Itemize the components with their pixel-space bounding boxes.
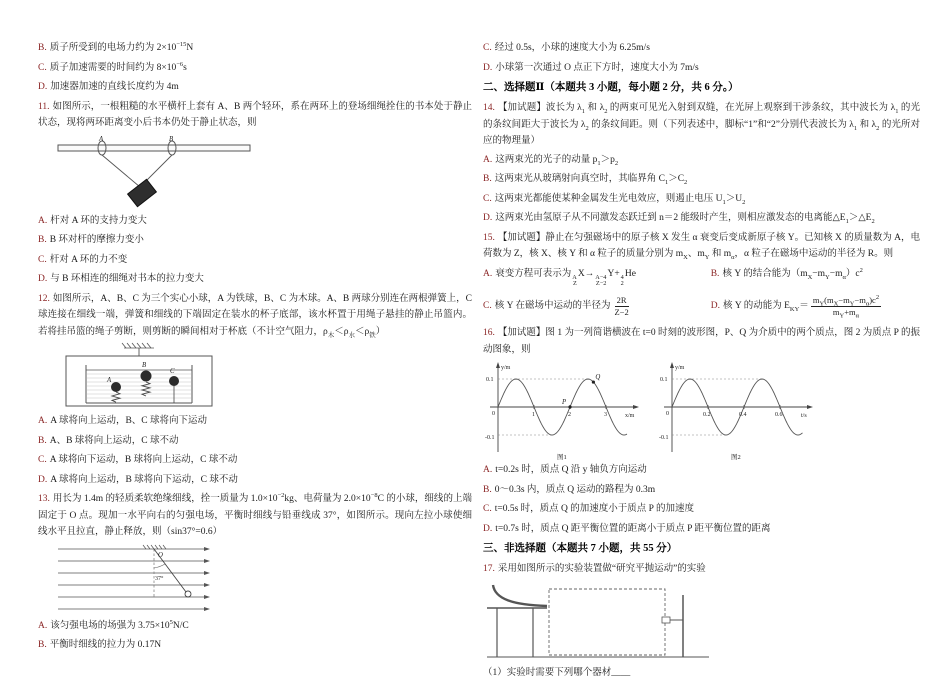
option-row: [711, 295, 920, 318]
figure-1-caption: 图1: [557, 454, 567, 462]
charged-ball: [185, 591, 191, 597]
horizontal-rod: [58, 145, 250, 151]
option-row: [38, 413, 472, 429]
question-17-stem: [483, 561, 920, 578]
y-axis-arrow: [496, 362, 500, 368]
option-marker: B.: [38, 43, 47, 53]
option-text: A 球将向上运动，B 球将向下运动，C 球不动: [50, 474, 238, 485]
clamp-peg: [662, 617, 670, 623]
option-text: 0～0.3s 内，质点 Q 运动的路程为 0.3m: [494, 484, 656, 495]
option-marker: B.: [483, 174, 492, 184]
option-row: [38, 637, 472, 653]
option-text: 这两束光从玻璃射向真空时，其临界角 $C_1>C_2$: [494, 174, 688, 186]
vertical-board: [549, 589, 665, 655]
question-number: 13.: [38, 494, 50, 504]
option-row: [38, 60, 472, 76]
option-marker: C.: [483, 193, 492, 204]
option-row: [38, 472, 472, 488]
option-row: [38, 252, 472, 268]
question-13-stem: [38, 491, 472, 541]
stem-text: 【加试题】图 1 为一列简谐横波在 t=0 时刻的波形图，P、Q 为介质中的两个质点，图 2 为质点 P 的振动图象，则: [483, 328, 920, 355]
question-14-stem: [483, 100, 920, 150]
y-tick-bottom: -0.1: [659, 435, 669, 442]
option-row: [38, 79, 472, 95]
option-row: [483, 60, 920, 76]
option-marker: B.: [38, 640, 47, 650]
question-13: [38, 491, 472, 653]
question-number: 12.: [38, 293, 50, 304]
waveform-chart-fig1: [485, 360, 645, 460]
ball-c-label: C: [170, 368, 175, 375]
vibration-chart-fig2: [659, 360, 819, 460]
point-q-label: Q: [595, 374, 601, 382]
x-tick-2: 2: [568, 412, 571, 419]
option-text: 杆对 A 环的支持力变大: [50, 215, 147, 226]
option-marker: A.: [38, 620, 48, 631]
option-marker: A.: [483, 268, 493, 279]
angle-arc: [154, 564, 165, 568]
question-number: 17.: [483, 564, 495, 575]
x-axis-arrow: [633, 405, 639, 409]
option-text: 质子加速需要的时间约为 $8\times 10^{-6}s$: [49, 60, 187, 73]
q15-options-grid: [483, 266, 920, 322]
option-marker: B.: [38, 235, 47, 245]
option-marker: C.: [483, 43, 492, 53]
option-marker: D.: [710, 301, 720, 312]
option-marker: A.: [38, 215, 48, 226]
ceiling-hatch: [122, 343, 154, 348]
option-row: [38, 213, 472, 229]
option-text: 核 Y 在磁场中运动的半径为 $\frac{2R}{Z-2}$: [494, 294, 629, 317]
option-row: [38, 433, 472, 449]
option-row: [483, 482, 920, 498]
y-axis-label: y/m: [501, 365, 511, 372]
option-row: [483, 191, 920, 207]
option-marker: C.: [483, 301, 492, 312]
ball-b-label: B: [142, 362, 147, 369]
anchor-hatch: [143, 545, 166, 549]
figure-2-caption: 图2: [731, 454, 741, 462]
question-14: [483, 100, 920, 226]
option-marker: B.: [38, 435, 47, 446]
option-text: 平衡时细线的拉力为 0.17N: [49, 640, 162, 650]
ring-b-label: B: [169, 135, 174, 143]
y-tick-top: 0.1: [660, 377, 668, 384]
option-marker: C.: [38, 62, 47, 73]
ball-a-label: A: [107, 377, 112, 384]
option-row: [483, 171, 920, 187]
option-row: [483, 295, 703, 318]
option-marker: D.: [483, 62, 493, 73]
stem-text: 【加试题】静止在匀强磁场中的原子核 X 发生 α 衰变后变成新原子核 Y。已知核 X 的质量数为 A，电荷数为 Z，核 X、核 Y 和 α 粒子的质量分别为 $m_X$、$m_Y$ 和 $m_\alpha$，α 粒子在磁场中运动的半径为 R。则: [483, 232, 920, 261]
question-number: 15.: [483, 232, 495, 243]
ball-a: [111, 382, 121, 392]
section-3-header: 三、非选择题（本题共 7 小题，共 55 分）: [483, 543, 678, 555]
option-text: 核 Y 的动能为 $E_{KY}=$ $\frac{m_Y(m_X-m_Y-m_\alpha)c^2}{m_Y+m_\alpha}$: [722, 293, 880, 320]
option-text: 衰变方程可表示为 A Z X→ A−4 Z−2 Y+ 4 2 He: [495, 268, 636, 287]
question-15: [483, 230, 920, 322]
option-text: A 球将向上运动，B、C 球将向下运动: [50, 416, 208, 426]
question-number: 14.: [483, 103, 495, 113]
q13-figure-svg: [52, 544, 228, 614]
option-row: [483, 152, 920, 168]
x-tick-3: 3: [604, 412, 607, 419]
option-marker: D.: [38, 82, 48, 92]
field-lines: [58, 547, 210, 611]
stem-text: 用长为 1.4m 的轻质柔软绝缘细线，拴一质量为 $1.0\times 10^{-2}kg$、电荷量为 $2.0\times 10^{-8}C$ 的小球，细线的上端固定于 O 点。现加一水平向右的匀强电场，平衡时细线与铅垂线成 37°，如图所示。现向左拉小球使细线水平且拉直，静止释放，则（sin37°=0.6）: [38, 491, 473, 537]
t-axis-arrow: [807, 405, 813, 409]
question-16: [483, 325, 920, 537]
q16-figures: [485, 360, 920, 460]
q13-figure: [52, 544, 472, 614]
option-marker: C.: [38, 254, 47, 265]
option-text: 这两束光都能使某种金属发生光电效应，则遏止电压 $U_1>U_2$: [494, 193, 746, 206]
x-axis-label: x/m: [625, 413, 635, 420]
question-11: [38, 99, 472, 288]
stem-text: 【加试题】波长为 $\lambda_1$ 和 $\lambda_2$ 的两束可见光入射到双缝，在光屏上观察到干涉条纹，其中波长为 $\lambda_1$ 的光的条纹间距大于波长为 $\lambda_2$ 的条纹间距。则（下列表述中，脚标“1”和“2”分别代表波长为 $\lambda_1$ 和 $\lambda_2$ 的光所对应的物理量）: [483, 103, 920, 146]
option-text: 杆对 A 环的力不变: [49, 254, 128, 265]
question-15-stem: [483, 230, 920, 263]
point-o-label: O: [158, 551, 163, 559]
book: [128, 179, 157, 206]
option-marker: B.: [483, 484, 492, 495]
left-column: [38, 40, 472, 657]
option-text: 经过 0.5s，小球的速度大小为 6.25m/s: [494, 43, 650, 53]
stem-text: 如图所示，一根粗糙的水平横杆上套有 A、B 两个轻环，系在两环上的登场细绳拴住的书本处于静止状态，现将两环距离变小后书本仍处于静止状态，则: [38, 101, 472, 128]
origin-label: 0: [666, 411, 669, 418]
y-axis-label: y/m: [675, 365, 685, 372]
stem-text: 如图所示，A、B、C 为三个实心小球，A 为铁球，B、C 为木球。A、B 两球分别连在两根弹簧上，C 球连接在细线一端，弹簧和细线的下端固定在装水的杯子底部，该水杯置于用绳子悬挂的静止吊篮内。若将挂吊篮的绳子剪断，则剪断的瞬间相对于杯底（不计空气阻力，$\rho_木<\rho_水<\rho_铁$）: [38, 293, 472, 339]
option-text: 小球第一次通过 O 点正下方时，速度大小为 7m/s: [495, 62, 699, 73]
t-tick-3: 0.6: [775, 412, 783, 419]
y-tick-bottom: -0.1: [485, 435, 495, 442]
t-axis-label: t/s: [801, 413, 807, 420]
angle-label: 37°: [155, 575, 164, 582]
option-text: A 球将向下运动，B 球将向上运动，C 球不动: [49, 455, 238, 465]
y-tick-top: 0.1: [486, 377, 494, 384]
ring-a-label: A: [99, 135, 104, 143]
launch-ramp: [493, 585, 547, 606]
option-text: 核 Y 的结合能为$(m_X-m_Y-m_\alpha)c^2$: [722, 266, 863, 281]
question-number: 11.: [38, 101, 50, 112]
option-text: t=0.7s 时，质点 Q 距平衡位置的距离小于质点 P 距平衡位置的距离: [495, 523, 771, 534]
option-row: [483, 40, 920, 56]
origin-label: 0: [492, 411, 495, 418]
option-marker: D.: [483, 523, 493, 534]
option-text: 加速器加速的直线长度约为 4m: [50, 82, 179, 92]
basket: [66, 356, 212, 406]
option-row: [38, 618, 472, 634]
q12-figure-svg: [52, 343, 228, 409]
question-17: [483, 561, 920, 681]
stem-text: 采用如图所示的实验装置做“研究平抛运动”的实验: [497, 564, 706, 575]
x-tick-1: 1: [532, 412, 535, 419]
option-row: [38, 232, 472, 248]
option-text: t=0.5s 时，质点 Q 的加速度小于质点 P 的加速度: [494, 504, 694, 515]
option-marker: D.: [38, 274, 48, 284]
t-tick-2: 0.4: [739, 412, 747, 419]
q11-figure: [52, 135, 472, 209]
option-text: 质子所受到的电场力约为 $2\times 10^{-15}N$: [49, 40, 194, 53]
point-p-dot: [568, 405, 571, 408]
ball-b: [141, 371, 152, 382]
option-marker: B.: [710, 268, 720, 279]
option-text: t=0.2s 时，质点 Q 沿 y 轴负方向运动: [495, 465, 647, 476]
question-11-stem: [38, 99, 472, 132]
option-row: [38, 452, 472, 468]
option-row: [483, 521, 920, 537]
option-marker: C.: [483, 504, 492, 515]
option-text: A、B 球将向上运动，C 球不动: [49, 435, 179, 446]
option-marker: C.: [38, 455, 47, 465]
option-row: [483, 210, 920, 226]
option-marker: A.: [483, 154, 493, 165]
t-tick-1: 0.2: [703, 412, 711, 419]
ball-c: [169, 376, 179, 386]
right-column: [483, 40, 920, 684]
question-16-stem: [483, 325, 920, 358]
q17-figure-svg: [485, 581, 715, 661]
option-row: [483, 266, 703, 288]
question-12-stem: [38, 291, 472, 341]
option-marker: A.: [38, 416, 48, 426]
option-marker: A.: [483, 465, 493, 476]
q12-figure: [52, 343, 472, 409]
point-p-label: P: [562, 399, 567, 407]
section-2-header: 二、选择题Ⅱ（本题共 3 小题，每小题 2 分，共 6 分。）: [483, 82, 739, 93]
question-12: [38, 291, 472, 488]
spring-a: [112, 392, 120, 402]
option-text: B 环对杆的摩擦力变小: [49, 235, 144, 245]
q11-figure-svg: [52, 135, 257, 209]
option-marker: D.: [38, 474, 48, 485]
option-row: [483, 462, 920, 478]
q17-figure: [485, 581, 920, 661]
option-row: [38, 40, 472, 56]
option-marker: D.: [483, 213, 493, 223]
option-text: 这两束光由氢原子从不同激发态跃迁到 n＝2 能级时产生，则相应激发态的电离能$\triangle E_1>\triangle E_2$: [495, 213, 875, 225]
string-left: [102, 155, 140, 187]
question-number: 16.: [483, 328, 495, 339]
option-row: [483, 501, 920, 517]
option-text: 与 B 环相连的细绳对书本的拉力变大: [50, 274, 204, 284]
sub-question-text: （1）实验时需要下列哪个器材____: [483, 667, 631, 678]
option-row: [711, 266, 920, 288]
sub-question-1: [483, 665, 920, 681]
option-row: [38, 271, 472, 287]
option-text: 这两束光的光子的动量 $p_1>p_2$: [495, 154, 619, 167]
option-text: 该匀强电场的场强为 $3.75\times 10^5N/C$: [50, 618, 189, 631]
y-axis-arrow: [670, 362, 674, 368]
